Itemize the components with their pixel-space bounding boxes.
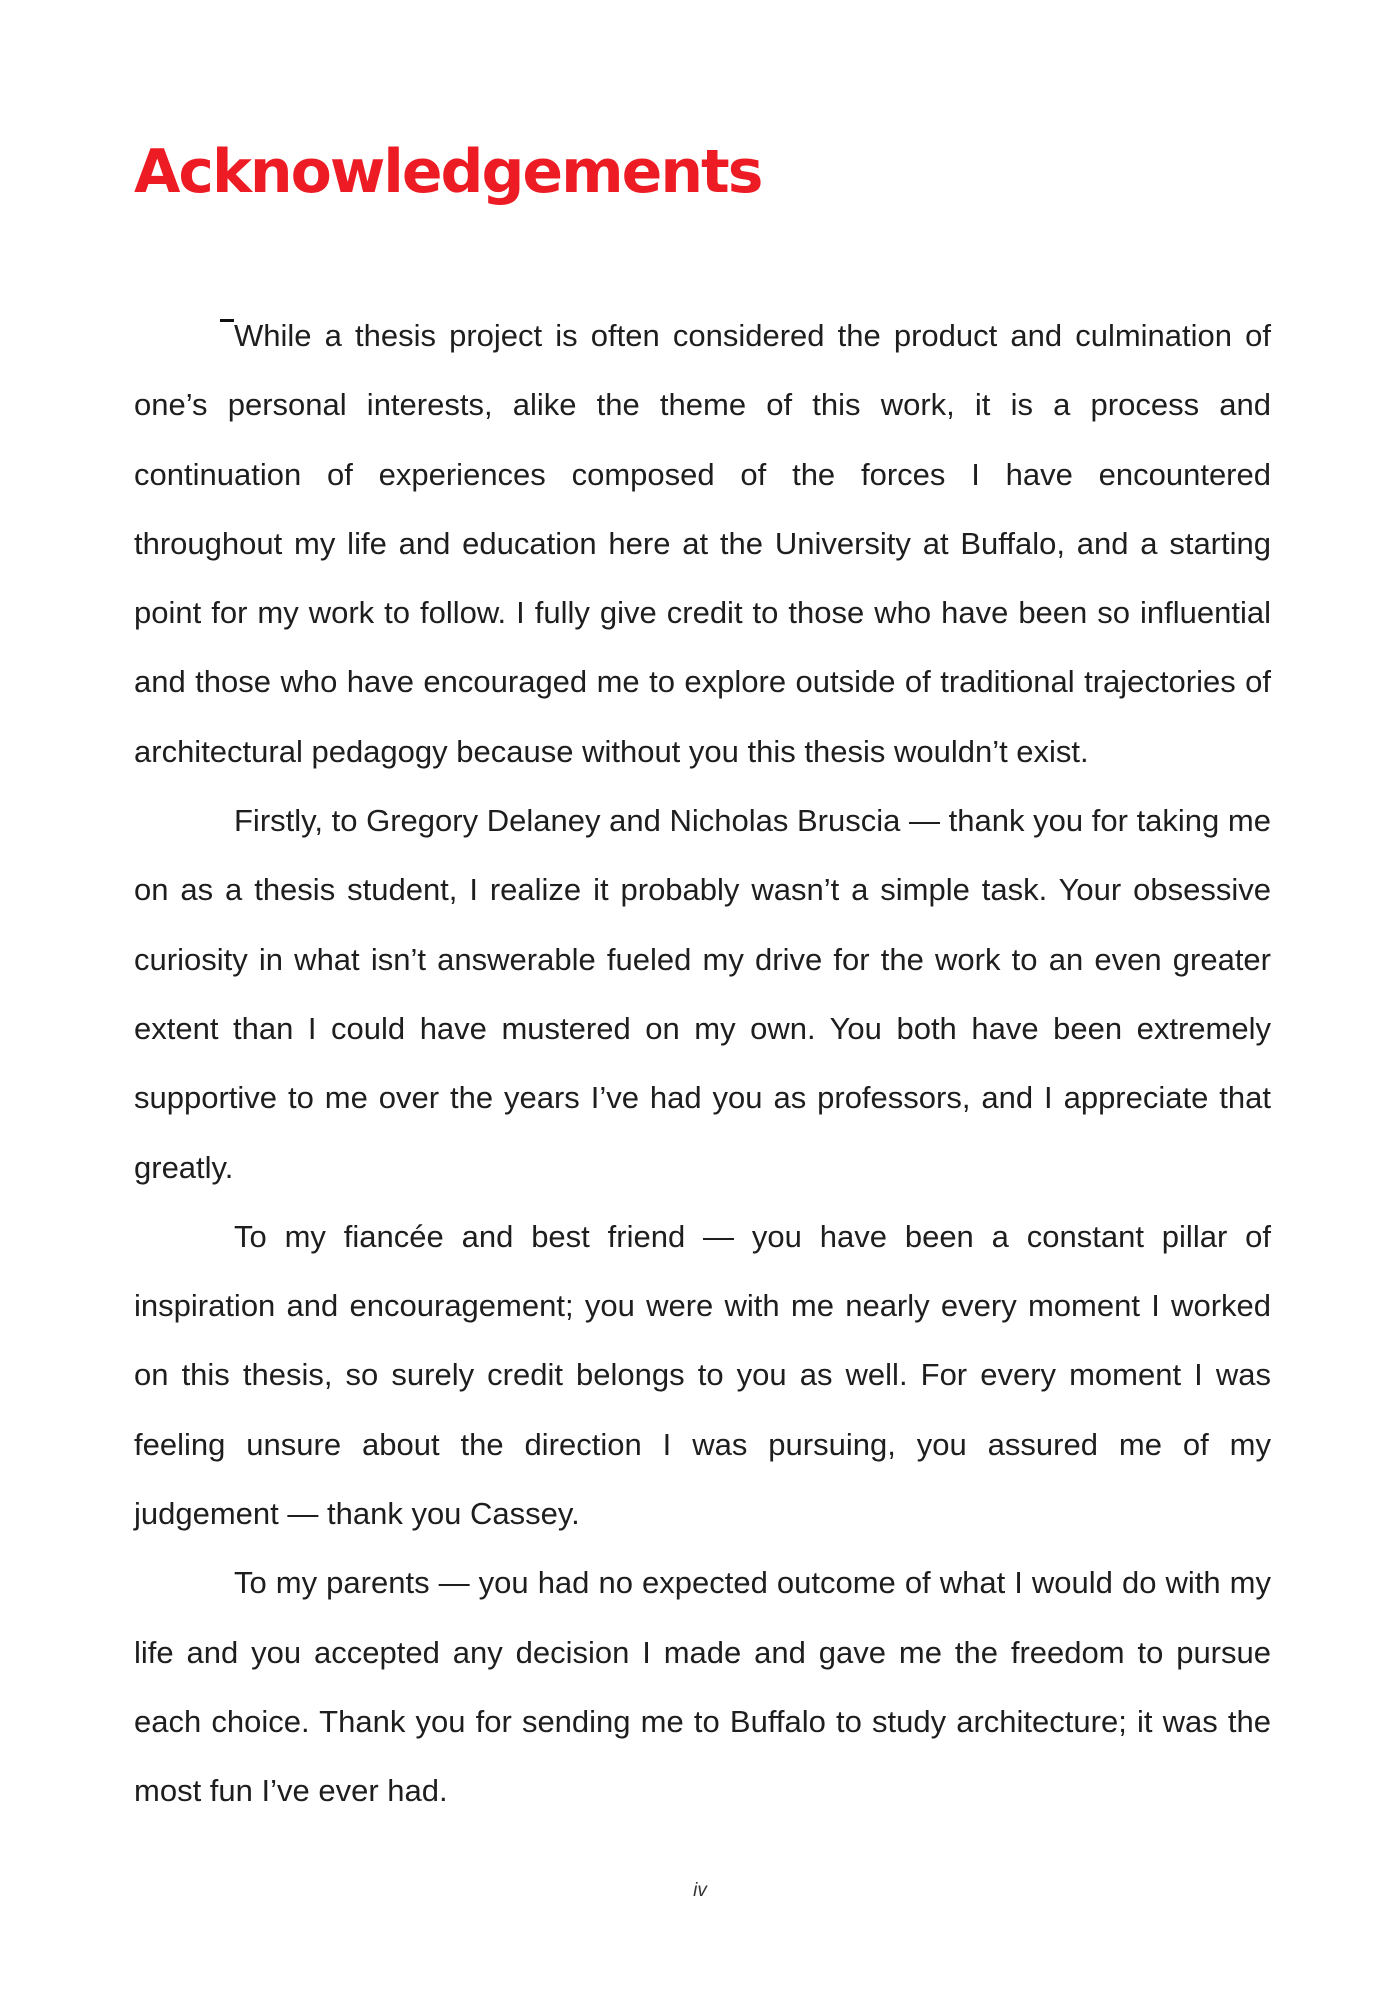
paragraph-4: To my parents — you had no expected outcome of what I would do with my life and you accepted any decision I made and gave me the freedom to pursue each choice. Thank you for sending me to Buffalo to study architecture; it was the most fun I’ve ever had. (134, 1565, 1271, 1809)
dash-mark-icon (220, 319, 234, 322)
paragraph-3: To my fiancée and best friend — you have been a constant pillar of inspiration and encouragement; you were with me nearly every moment I worked on this thesis, so surely credit belongs to you as well. For every moment I was feeling unsure about the direction I was pursuing, you assured me of my judgement — thank you Cassey. (134, 1218, 1271, 1532)
page-title: Acknowledgements (134, 137, 762, 207)
acknowledgements-body (134, 301, 1271, 1826)
paragraph-1 (134, 301, 1271, 786)
paragraph-1-text: While a thesis project is often considered the product and culmination of one’s personal interests, alike the theme of this work, it is a process and continuation of experiences composed of the forces I have encountered throughout my life and education here at the University at Buffalo, and a starting point for my work to follow. I fully give credit to those who have been so influential and those who have encouraged me to explore outside of traditional trajectories of architectural pedagogy because without you this thesis wouldn’t exist. (134, 318, 1271, 769)
page-number: iv (693, 1880, 707, 1901)
paragraph-2: Firstly, to Gregory Delaney and Nicholas Bruscia — thank you for taking me on as a thesis student, I realize it probably wasn’t a simple task. Your obsessive curiosity in what isn’t answerable fueled my drive for the work to an even greater extent than I could have mustered on my own. You both have been extremely supportive to me over the years I’ve had you as professors, and I appreciate that greatly. (134, 803, 1271, 1185)
